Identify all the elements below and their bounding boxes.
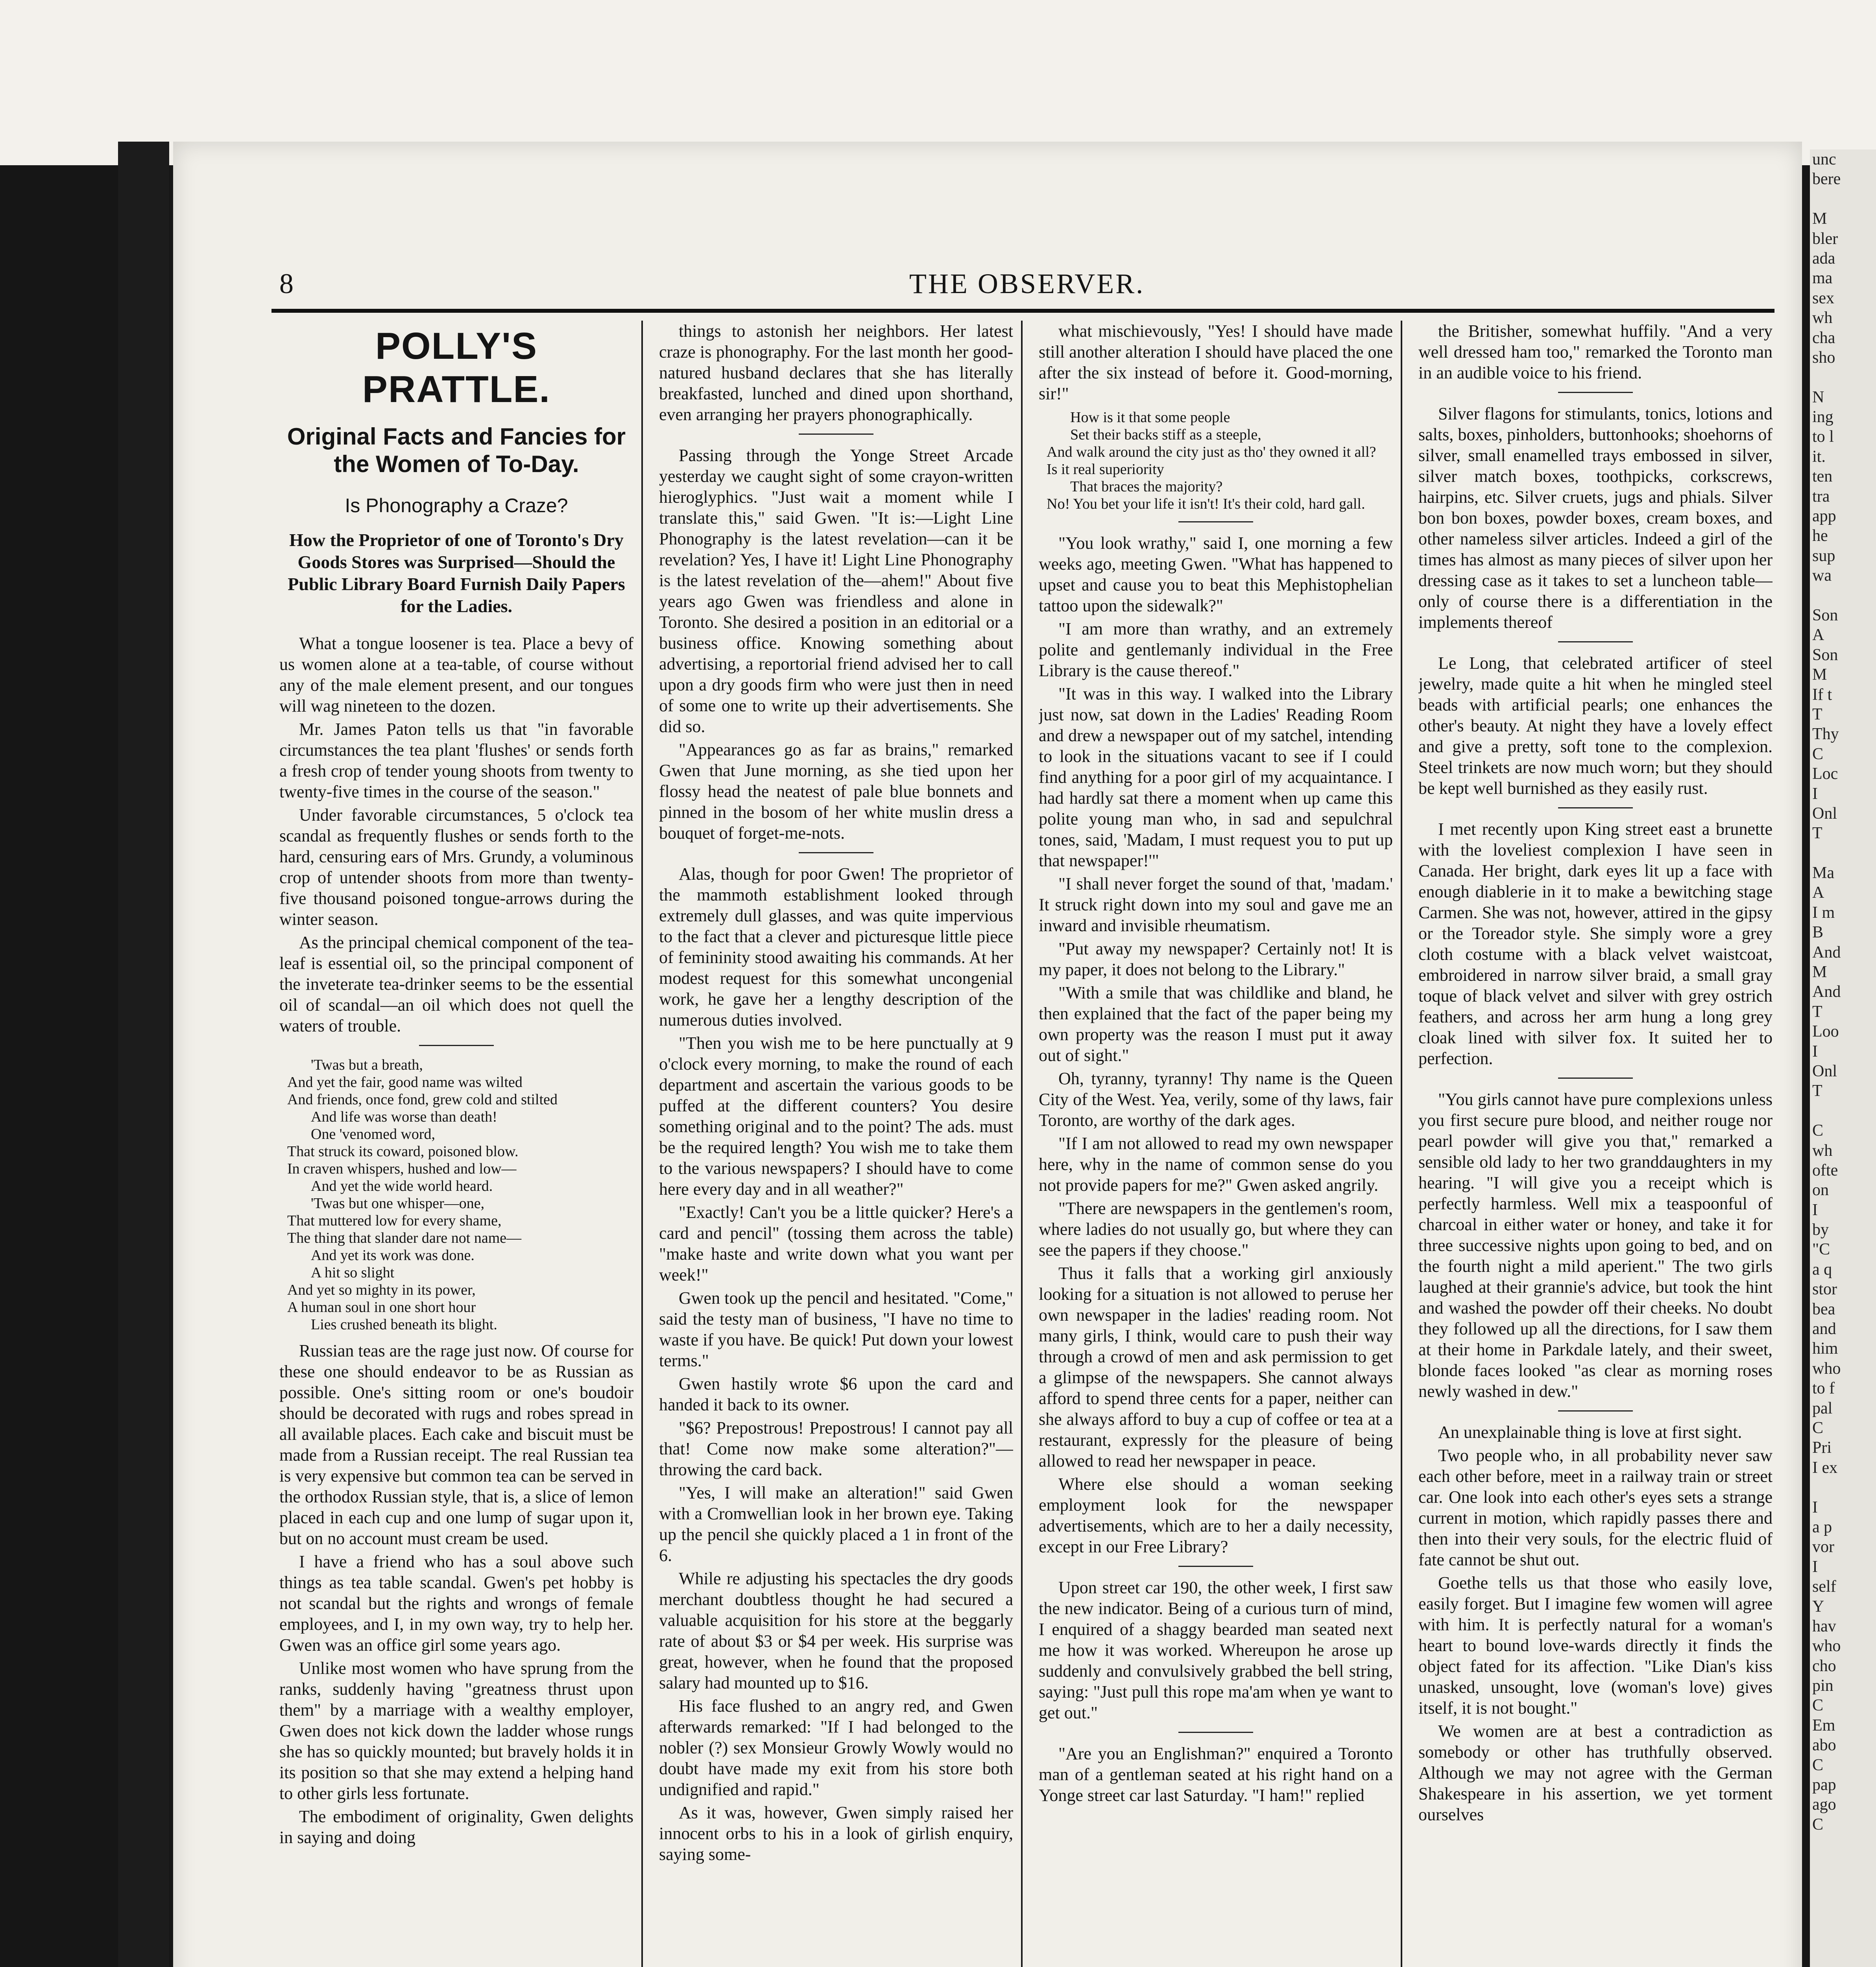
column-4 <box>1418 321 1773 1967</box>
separator-rule <box>1558 807 1633 808</box>
separator-rule <box>419 1045 494 1046</box>
poem-line: And yet its work was done. <box>311 1247 475 1264</box>
adjacent-page-edge <box>1810 149 1876 1967</box>
poem-line: 'Twas but a breath, <box>311 1057 423 1073</box>
adjacent-page-fragment: tra <box>1812 487 1830 506</box>
poem-line: A hit so slight <box>311 1264 395 1281</box>
adjacent-page-fragment: and <box>1812 1320 1836 1338</box>
adjacent-page-fragment: by <box>1812 1221 1829 1239</box>
paragraph: "With a smile that was childlike and bland, he then explained that the fact of the paper being my own property was the reason I must put it away out of sight." <box>1039 983 1393 1065</box>
paragraph: Mr. James Paton tells us that "in favorable circumstances the tea plant 'flushes' or sends forth a fresh crop of tender young shoots from twenty to twenty-five times in the course of the season." <box>279 720 633 801</box>
adjacent-page-fragment: I m <box>1812 903 1835 922</box>
adjacent-page-fragment: Onl <box>1812 1062 1837 1080</box>
separator-rule <box>799 852 873 853</box>
adjacent-page-fragment <box>1810 189 1876 209</box>
paragraph: I have a friend who has a soul above such things as tea table scandal. Gwen's pet hobby is not scandal but the rights and wrongs of female employees, and I, in my own way, try to help her. Gwen was an office girl some years ago. <box>279 1552 633 1655</box>
adjacent-page-fragment: Ma <box>1812 864 1834 882</box>
column-3 <box>1039 321 1393 1967</box>
adjacent-page-fragment: a q <box>1812 1260 1832 1279</box>
adjacent-page-fragment <box>1810 1101 1876 1121</box>
paragraph: "Put away my newspaper? Certainly not! It is my paper, it does not belong to the Library." <box>1039 939 1393 979</box>
adjacent-page-fragment <box>1810 1478 1876 1497</box>
paragraph: Gwen took up the pencil and hesitated. "Come," said the testy man of business, "I have no time to waste if you have. Be quick! Put down your lowest terms." <box>659 1288 1013 1370</box>
paragraph: "Then you wish me to be here punctually at 9 o'clock every morning, to make the round of each department and ascertain the various goods to be puffed at the different counters? You desire something original and to the point? The ads. must be the required length? You wish me to take them to the various newspapers? I should have to come here every day and in all weather?" <box>659 1033 1013 1199</box>
poem-line: That braces the majority? <box>1070 478 1223 495</box>
adjacent-page-fragment: sho <box>1812 348 1835 367</box>
poem-line: And yet the fair, good name was wilted <box>287 1074 523 1091</box>
poem-line: That struck its coward, poisoned blow. <box>287 1143 519 1160</box>
article-columns <box>271 321 1774 1967</box>
poem-line: And friends, once fond, grew cold and stilted <box>287 1091 558 1108</box>
adjacent-page-fragment <box>1810 586 1876 605</box>
adjacent-page-fragment: sup <box>1812 546 1835 565</box>
adjacent-page-fragment: who <box>1812 1359 1841 1378</box>
adjacent-page-fragment: wa <box>1812 566 1832 585</box>
poem-line: And life was worse than death! <box>311 1109 497 1125</box>
paragraph: "Appearances go as far as brains," remarked Gwen that June morning, as she tied upon her flossy head the neatest of pale blue bonnets and pinned in the bosom of her white muslin dress a bouquet of forget-me-nots. <box>659 740 1013 843</box>
adjacent-page-fragment: ago <box>1812 1795 1836 1814</box>
adjacent-page-fragment: pin <box>1812 1677 1834 1695</box>
poem-line: And yet so mighty in its power, <box>287 1282 476 1298</box>
adjacent-page-fragment: N <box>1812 388 1824 406</box>
poem-line: A human soul in one short hour <box>287 1299 476 1316</box>
article-deck: How the Proprietor of one of Toronto's Dry Goods Stores was Surprised—Should the Public Library Board Furnish Daily Papers for the Ladies. <box>288 530 625 616</box>
adjacent-page-fragment: C <box>1812 1756 1824 1774</box>
adjacent-page-fragment: M <box>1812 963 1827 982</box>
column-rule <box>1021 321 1023 1967</box>
adjacent-page-fragment <box>1810 843 1876 863</box>
adjacent-page-fragment: a p <box>1812 1518 1832 1536</box>
paragraph: Goethe tells us that those who easily love, easily forget. But I imagine few women will agree with him. It is perfectly natural for a woman's heart to bound love-wards directly it finds the object fated for its affection. "Like Dian's kiss unasked, unsought, love (woman's love) gives itself, it is not bought." <box>1418 1573 1773 1718</box>
paragraph: Gwen hastily wrote $6 upon the card and handed it back to its owner. <box>659 1374 1013 1414</box>
poem-line: 'Twas but one whisper—one, <box>311 1195 485 1212</box>
adjacent-page-fragment: ofte <box>1812 1161 1838 1179</box>
adjacent-page-fragment: T <box>1812 1002 1822 1021</box>
adjacent-page-fragment: C <box>1812 1122 1824 1140</box>
page-header <box>279 264 1774 307</box>
adjacent-page-fragment: Pri <box>1812 1439 1832 1457</box>
adjacent-page-fragment: C <box>1812 1696 1824 1715</box>
adjacent-page-fragment: If t <box>1812 685 1832 704</box>
adjacent-page-fragment: B <box>1812 923 1824 942</box>
section-heading: Is Phonography a Craze? <box>345 495 568 517</box>
separator-rule <box>1558 641 1633 642</box>
paragraph: the Britisher, somewhat huffily. "And a very well dressed ham too," remarked the Toronto man in an audible voice to his friend. <box>1418 321 1773 382</box>
paragraph: Russian teas are the rage just now. Of course for these one should endeavor to be as Russian as possible. One's sitting room or one's boudoir should be decorated with rugs and robes spread in all available places. Each cake and biscuit must be made from a Russian receipt. The real Russian tea is very expensive but common tea can be served in the orthodox Russian style, that is, a slice of lemon placed in each cup and one lump of sugar upon it, but on no account must cream be used. <box>279 1341 633 1548</box>
adjacent-page-fragment: M <box>1812 210 1827 228</box>
adjacent-page-fragment: M <box>1812 666 1827 684</box>
article-title: POLLY'S PRATTLE. <box>362 325 551 410</box>
column-rule <box>1401 321 1402 1967</box>
separator-rule <box>1178 521 1253 522</box>
paragraph: Passing through the Yonge Street Arcade yesterday we caught sight of some crayon-written hieroglyphics. "Just wait a moment while I translate this," said Gwen. "It is:—Light Line Phonography is the latest revelation—can it be revelation? Yes, I have it! Light Line Phonography is the latest revelation of the—ahem!" About five years ago Gwen was friendless and alone in Toronto. She desired a position in an editorial or a business office. Knowing something about advertising, a reportorial friend advised her to call upon a dry goods firm who were just then in need of some one to write up their advertisements. She did so. <box>659 446 1013 736</box>
adjacent-page-fragment: sex <box>1812 289 1834 307</box>
poem-line: How is it that some people <box>1070 409 1230 426</box>
paragraph: "I am more than wrathy, and an extremely polite and gentlemanly individual in the Free Library is the cause thereof." <box>1039 619 1393 680</box>
separator-rule <box>1178 1732 1253 1733</box>
adjacent-page-fragment: pap <box>1812 1776 1836 1794</box>
newspaper-page <box>173 142 1802 1967</box>
adjacent-page-fragment: And <box>1812 983 1841 1001</box>
paragraph: As it was, however, Gwen simply raised her innocent orbs to his in a look of girlish enquiry, saying some- <box>659 1803 1013 1864</box>
paragraph: As the principal chemical component of the tea-leaf is essential oil, so the principal component of the inveterate tea-drinker seems to be the essential oil of scandal—an oil which does not quell the waters of trouble. <box>279 933 633 1035</box>
adjacent-page-fragment: Son <box>1812 646 1838 664</box>
adjacent-page-fragment <box>1810 367 1876 387</box>
adjacent-page-fragment: cha <box>1812 328 1835 347</box>
adjacent-page-fragment: And <box>1812 943 1841 961</box>
adjacent-page-fragment: Son <box>1812 606 1838 624</box>
paragraph: "You girls cannot have pure complexions unless you first secure pure blood, and neither rouge nor pearl powder will give you that," remarked a sensible old lady to her two granddaughters in my hearing. "I will give you a receipt which is perfectly harmless. Well mix a teaspoonful of charcoal in either water or honey, and take it for three successive nights upon going to bed, and on the fourth night a mild aperient." The two girls laughed at their grannie's advice, but took the hint and washed the powder off their cheeks. No doubt they followed up all the directions, for I saw them at their home in Parkdale lately, and their sweet, blonde faces looked "as clear as morning roses newly washed in dew." <box>1418 1090 1773 1401</box>
paragraph: "There are newspapers in the gentlemen's room, where ladies do not usually go, but where they can see the papers if they choose." <box>1039 1199 1393 1260</box>
poem-line: No! You bet your life it isn't! It's their cold, hard gall. <box>1047 496 1365 512</box>
adjacent-page-fragment: I <box>1812 1498 1818 1517</box>
adjacent-page-fragment: stor <box>1812 1280 1837 1299</box>
poem-line: Set their backs stiff as a steeple, <box>1070 426 1261 443</box>
masthead: THE OBSERVER. <box>909 268 1145 299</box>
paragraph: We women are at best a contradiction as somebody or other has truthfully observed. Although we may not agree with the German Shakespeare in his assertion, we yet torment ourselves <box>1418 1722 1773 1824</box>
paragraph: Where else should a woman seeking employment look for the newspaper advertisements, which are to her a daily necessity, except in our Free Library? <box>1039 1474 1393 1556</box>
poem-line: Lies crushed beneath its blight. <box>311 1316 497 1333</box>
adjacent-page-fragment: ada <box>1812 249 1835 268</box>
paragraph: While re adjusting his spectacles the dry goods merchant doubtless thought he had secured a valuable acquisition for his store at the beggarly rate of about $3 or $4 per week. His surprise was great, however, when he found that the proposed salary had mounted up to $16. <box>659 1569 1013 1692</box>
column-rule <box>641 321 643 1967</box>
poem-line: That muttered low for every shame, <box>287 1212 502 1229</box>
book-binding <box>118 142 169 1967</box>
paragraph: what mischievously, "Yes! I should have made still another alteration I should have placed the one after the six instead of before it. Good-morning, sir!" <box>1039 321 1393 403</box>
adjacent-page-fragment: T <box>1812 1082 1822 1100</box>
adjacent-page-fragment: bler <box>1812 229 1838 248</box>
adjacent-page-fragment: bere <box>1812 170 1841 188</box>
adjacent-page-fragment: Loc <box>1812 765 1838 783</box>
adjacent-page-fragment: T <box>1812 824 1822 843</box>
adjacent-page-fragment: to f <box>1812 1379 1835 1398</box>
poem-line: One 'venomed word, <box>311 1126 436 1142</box>
adjacent-page-fragment: cho <box>1812 1657 1836 1675</box>
adjacent-page-fragment: vor <box>1812 1538 1834 1556</box>
poem-line: The thing that slander dare not name— <box>287 1230 522 1246</box>
adjacent-page-fragment: ten <box>1812 467 1833 486</box>
adjacent-page-fragment: app <box>1812 507 1836 526</box>
adjacent-page-fragment: he <box>1812 527 1828 545</box>
adjacent-page-fragment: unc <box>1812 150 1836 168</box>
adjacent-page-fragment: I <box>1812 1201 1818 1219</box>
column-2 <box>659 321 1013 1967</box>
adjacent-page-fragment: I <box>1812 1042 1818 1061</box>
adjacent-page-fragment: abo <box>1812 1736 1836 1755</box>
header-rule <box>271 309 1774 313</box>
paragraph: "You look wrathy," said I, one morning a few weeks ago, meeting Gwen. "What has happened to upset and cause you to beat this Mephistophelian tattoo upon the sidewalk?" <box>1039 533 1393 615</box>
adjacent-page-fragment: T <box>1812 705 1822 723</box>
paragraph: His face flushed to an angry red, and Gwen afterwards remarked: "If I had belonged to the nobler (?) sex Monsieur Growly Wowly would no doubt have made my exit from his store both undignified and rapid." <box>659 1696 1013 1799</box>
adjacent-page-fragment: bea <box>1812 1300 1835 1318</box>
adjacent-page-fragment: "C <box>1812 1240 1830 1259</box>
separator-rule <box>799 434 873 435</box>
page-number: 8 <box>279 268 294 299</box>
adjacent-page-fragment: pal <box>1812 1399 1833 1417</box>
article-subtitle: Original Facts and Fancies for the Women of To-Day. <box>287 423 626 477</box>
adjacent-page-fragment: on <box>1812 1181 1829 1199</box>
adjacent-page-fragment: A <box>1812 626 1824 644</box>
paragraph: I met recently upon King street east a brunette with the loveliest complexion I have seen in Canada. Her bright, dark eyes lit up a face with enough diablerie in it to make a bewitching stage Carmen. She was not, however, attired in the gipsy or the Toreador style. She simply wore a grey cloth costume with a black velvet waistcoat, embroidered in narrow silver braid, a small gray toque of black velvet and silver with grey ostrich feathers, and across her arm hung a long grey cloak lined with silver fox. It suited her to perfection. <box>1418 819 1773 1068</box>
adjacent-page-fragment: it. <box>1812 447 1826 466</box>
paragraph: "If I am not allowed to read my own newspaper here, why in the name of common sense do you not provide papers for me?" Gwen asked angrily. <box>1039 1134 1393 1195</box>
poem <box>287 1056 633 1333</box>
adjacent-page-fragment: who <box>1812 1637 1841 1655</box>
paragraph: "Are you an Englishman?" enquired a Toronto man of a gentleman seated at his right hand on a Yonge street car last Saturday. "I ham!" replied <box>1039 1744 1393 1805</box>
adjacent-page-fragment: Em <box>1812 1716 1835 1735</box>
adjacent-page-fragment: I <box>1812 784 1818 803</box>
separator-rule <box>1558 1410 1633 1412</box>
paragraph: Under favorable circumstances, 5 o'clock tea scandal as frequently flushes or sends forth to the hard, censuring ears of Mrs. Grundy, a voluminous crop of untender shoots from more than twenty-five thousand poisoned tongue-arrows during the winter season. <box>279 805 633 929</box>
separator-rule <box>1178 1566 1253 1567</box>
separator-rule <box>1558 392 1633 393</box>
paragraph: Two people who, in all probability never saw each other before, meet in a railway train or street car. One look into each other's eyes sets a strange current in motion, which rapidly passes there and then into their very souls, for the electric fluid of fate cannot be shut out. <box>1418 1446 1773 1569</box>
adjacent-page-fragment: wh <box>1812 309 1833 327</box>
separator-rule <box>1558 1078 1633 1079</box>
paragraph: Le Long, that celebrated artificer of steel jewelry, made quite a hit when he mingled steel beads with artificial pearls; one enhances the other's beauty. At night they have a lovely effect and give a pretty, soft tone to the complexion. Steel trinkets are now much worn; but they should be kept well burnished as they easily rust. <box>1418 653 1773 798</box>
column-1 <box>279 321 633 1967</box>
adjacent-page-fragment: wh <box>1812 1141 1833 1160</box>
adjacent-page-fragment: ma <box>1812 269 1833 288</box>
paragraph: Upon street car 190, the other week, I first saw the new indicator. Being of a curious turn of mind, I enquired of a shaggy bearded man seated next me how it was worked. Whereupon he arose up suddenly and convulsively grabbed the bell string, saying: "Just pull this rope ma'am when ye want to get out." <box>1039 1578 1393 1722</box>
paragraph: What a tongue loosener is tea. Place a bevy of us women alone at a tea-table, of course without any of the male element present, and our tongues will wag nineteen to the dozen. <box>279 634 633 716</box>
poem <box>1047 409 1393 513</box>
paragraph: "Yes, I will make an alteration!" said Gwen with a Cromwellian look in her brown eye. Taking up the pencil she quickly placed a 1 in front of the 6. <box>659 1483 1013 1565</box>
paragraph: Unlike most women who have sprung from the ranks, suddenly having "greatness thrust upon them" by a marriage with a wealthy employer, Gwen does not kick down the ladder whose rungs she has so quickly mounted; but bravely holds it in its position so that she may extend a helping hand to other girls less fortunate. <box>279 1659 633 1803</box>
paragraph: "I shall never forget the sound of that, 'madam.' It struck right down into my soul and gave me an inward and invisible rheumatism. <box>1039 874 1393 935</box>
adjacent-page-fragment: Thy <box>1812 725 1839 744</box>
adjacent-page-fragment: C <box>1812 1815 1824 1834</box>
adjacent-page-fragment: Y <box>1812 1597 1824 1616</box>
adjacent-page-fragment: him <box>1812 1340 1838 1358</box>
adjacent-page-fragment: A <box>1812 884 1824 902</box>
adjacent-page-fragment: Onl <box>1812 804 1837 823</box>
adjacent-page-fragment: hav <box>1812 1617 1836 1635</box>
paragraph: things to astonish her neighbors. Her latest craze is phonography. For the last month her good-natured husband declares that she has literally breakfasted, lunched and dined upon shorthand, even arranging her prayers phonographically. <box>659 321 1013 424</box>
poem-line: And yet the wide world heard. <box>311 1178 493 1194</box>
poem-line: And walk around the city just as tho' they owned it all? <box>1047 444 1376 460</box>
paragraph: Silver flagons for stimulants, tonics, lotions and salts, boxes, pinholders, buttonhooks; shoehorns of silver, small enamelled trays embossed in silver, silver match boxes, toothpicks, corkscrews, hairpins, etc. Silver cruets, jugs and phials. Silver bon bon boxes, powder boxes, cream boxes, and other nameless silver articles. Indeed a girl of the times has almost as many pieces of silver upon her dressing case as it takes to set a luncheon table—only of course there is a differentiation in the implements thereof <box>1418 404 1773 632</box>
adjacent-page-fragment: C <box>1812 1419 1824 1437</box>
paragraph: "Exactly! Can't you be a little quicker? Here's a card and pencil" (tossing them across the table) "make haste and write down what you want per week!" <box>659 1203 1013 1284</box>
poem-line: Is it real superiority <box>1047 461 1164 478</box>
adjacent-page-fragment: I <box>1812 1557 1818 1576</box>
paragraph: Oh, tyranny, tyranny! Thy name is the Queen City of the West. Yea, verily, some of thy laws, fair Toronto, are worthy of the dark ages. <box>1039 1069 1393 1130</box>
paragraph: "It was in this way. I walked into the Library just now, sat down in the Ladies' Reading Room and drew a newspaper out of my satchel, intending to look in the situations vacant to see if I could find anything for a poor girl of my acquaintance. I had hardly sat there a moment when up came this polite young man who, in sad and sepulchral tones, said, 'Madam, I must request you to put up that newspaper!'" <box>1039 684 1393 870</box>
paragraph: An unexplainable thing is love at first sight. <box>1438 1423 1742 1442</box>
adjacent-page-fragment: Loo <box>1812 1022 1839 1041</box>
book-top-edge <box>0 0 1876 165</box>
adjacent-page-fragment: ing <box>1812 408 1834 426</box>
paragraph: Thus it falls that a working girl anxiously looking for a situation is not allowed to peruse her own newspaper in the ladies' reading room. Not many girls, I think, would care to push their way through a crowd of men and ask permission to get a glimpse of the newspapers. She cannot always afford to spend three cents for a paper, neither can she always afford to buy a cup of coffee or tea at a restaurant, expressly for the pleasure of being allowed to read her newspaper in peace. <box>1039 1264 1393 1471</box>
paragraph: The embodiment of originality, Gwen delights in saying and doing <box>279 1807 633 1847</box>
adjacent-page-fragment: C <box>1812 745 1824 763</box>
adjacent-page-fragment: I ex <box>1812 1458 1838 1477</box>
adjacent-page-fragment: to l <box>1812 428 1834 446</box>
paragraph: Alas, though for poor Gwen! The proprietor of the mammoth establishment looked through extremely dull glasses, and was quite impervious to the fact that a clever and picturesque little piece of femininity stood awaiting his commands. At her modest request for this somewhat uncongenial work, he gave her a lengthy description of the numerous duties involved. <box>659 864 1013 1030</box>
adjacent-page-fragment: self <box>1812 1578 1836 1596</box>
paragraph: "$6? Prepostrous! Prepostrous! I cannot pay all that! Come now make some alteration?"—throwing the card back. <box>659 1418 1013 1479</box>
poem-line: In craven whispers, hushed and low— <box>287 1161 517 1177</box>
